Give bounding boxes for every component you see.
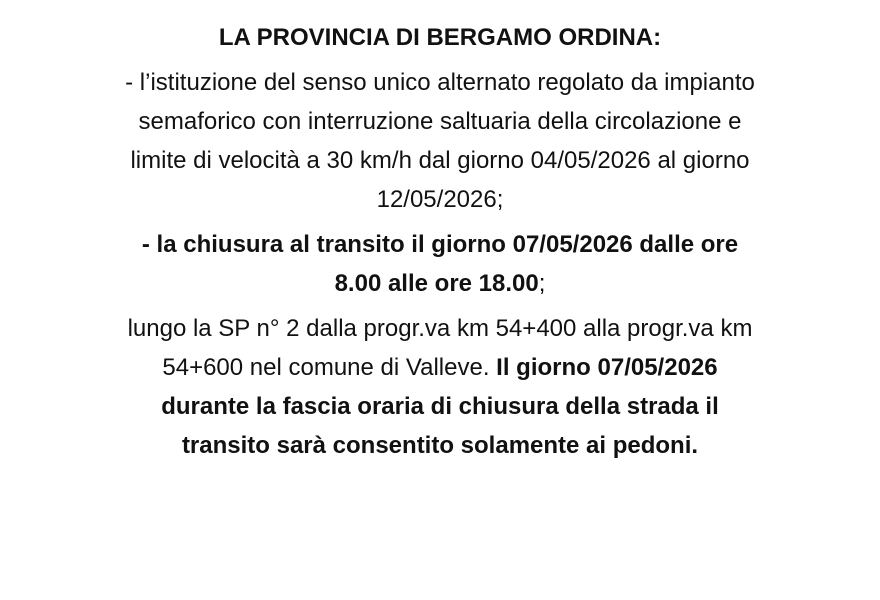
location-text: lungo la SP n° 2 dalla progr.va km 54+400 alla progr.va km 54+600 nel comune di Valleve. [127,315,753,381]
pedestrian-only-text: Il giorno 07/05/2026 durante la fascia oraria di chiusura della strada il transito sarà consentito solamente ai pedoni. [161,354,719,459]
road-closure-punctuation: ; [538,270,546,297]
paragraph-alternating-traffic: - l’istituzione del senso unico alternato regolato da impianto semaforico con interruzione saltuaria della circolazione e limite di velocità a 30 km/h dal giorno 04/05/2026 al giorno 12/05/2026; [125,69,755,213]
notice-title: LA PROVINCIA DI BERGAMO ORDINA: [218,24,662,51]
paragraph-location [120,309,760,465]
paragraph-road-closure [120,225,760,303]
road-closure-text: - la chiusura al transito il giorno 07/05/2026 dalle ore 8.00 alle ore 18.00 [141,231,739,297]
ordinance-notice [120,18,760,471]
